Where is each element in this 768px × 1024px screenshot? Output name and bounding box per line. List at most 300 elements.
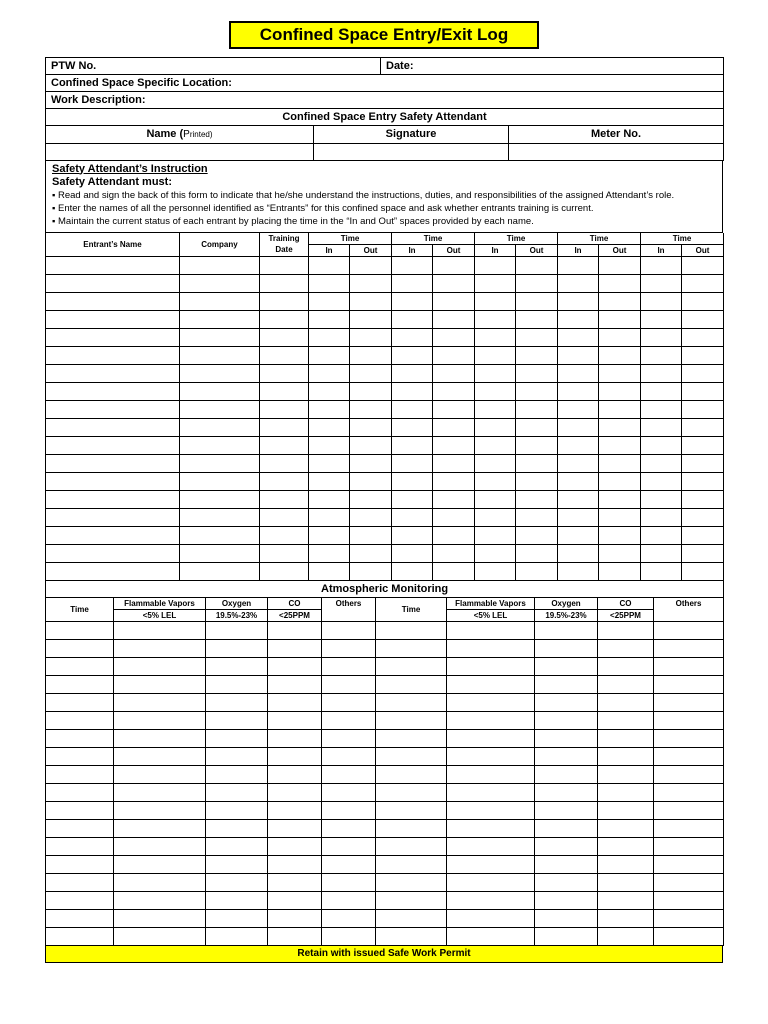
entry-cell[interactable] bbox=[180, 419, 260, 437]
entry-cell[interactable] bbox=[433, 293, 475, 311]
entry-cell[interactable] bbox=[535, 621, 598, 639]
entry-cell[interactable] bbox=[516, 491, 558, 509]
entry-cell[interactable] bbox=[475, 473, 516, 491]
entry-cell[interactable] bbox=[46, 801, 114, 819]
entry-cell[interactable] bbox=[376, 927, 447, 945]
entry-cell[interactable] bbox=[180, 329, 260, 347]
entry-cell[interactable] bbox=[376, 891, 447, 909]
entry-cell[interactable] bbox=[180, 257, 260, 275]
entry-cell[interactable] bbox=[475, 329, 516, 347]
entry-cell[interactable] bbox=[516, 383, 558, 401]
entry-cell[interactable] bbox=[535, 711, 598, 729]
entry-cell[interactable] bbox=[535, 675, 598, 693]
entry-cell[interactable] bbox=[599, 563, 641, 581]
entry-cell[interactable] bbox=[322, 621, 376, 639]
entry-cell[interactable] bbox=[475, 257, 516, 275]
work-description-field[interactable]: Work Description: bbox=[46, 92, 724, 109]
entry-cell[interactable] bbox=[598, 729, 654, 747]
entry-cell[interactable] bbox=[598, 657, 654, 675]
entry-cell[interactable] bbox=[376, 837, 447, 855]
entry-cell[interactable] bbox=[558, 347, 599, 365]
entry-cell[interactable] bbox=[535, 927, 598, 945]
entry-cell[interactable] bbox=[322, 855, 376, 873]
entry-cell[interactable] bbox=[114, 909, 206, 927]
entry-cell[interactable] bbox=[641, 275, 682, 293]
entry-cell[interactable] bbox=[260, 419, 309, 437]
entry-cell[interactable] bbox=[350, 563, 392, 581]
entry-cell[interactable] bbox=[516, 455, 558, 473]
entry-cell[interactable] bbox=[180, 401, 260, 419]
entry-cell[interactable] bbox=[641, 347, 682, 365]
entry-cell[interactable] bbox=[309, 437, 350, 455]
entry-cell[interactable] bbox=[433, 437, 475, 455]
entry-cell[interactable] bbox=[558, 509, 599, 527]
entry-cell[interactable] bbox=[268, 819, 322, 837]
entry-cell[interactable] bbox=[654, 747, 724, 765]
entry-cell[interactable] bbox=[599, 311, 641, 329]
entry-cell[interactable] bbox=[641, 293, 682, 311]
entry-cell[interactable] bbox=[599, 347, 641, 365]
entry-cell[interactable] bbox=[433, 383, 475, 401]
entry-cell[interactable] bbox=[682, 383, 724, 401]
entry-cell[interactable] bbox=[46, 783, 114, 801]
entry-cell[interactable] bbox=[260, 383, 309, 401]
entry-cell[interactable] bbox=[260, 347, 309, 365]
entry-cell[interactable] bbox=[558, 275, 599, 293]
entry-cell[interactable] bbox=[350, 257, 392, 275]
entry-cell[interactable] bbox=[558, 527, 599, 545]
entry-cell[interactable] bbox=[558, 257, 599, 275]
entry-cell[interactable] bbox=[682, 563, 724, 581]
entry-cell[interactable] bbox=[447, 909, 535, 927]
entry-cell[interactable] bbox=[392, 455, 433, 473]
entry-cell[interactable] bbox=[535, 729, 598, 747]
entry-cell[interactable] bbox=[535, 873, 598, 891]
entry-cell[interactable] bbox=[641, 563, 682, 581]
entry-cell[interactable] bbox=[46, 729, 114, 747]
entry-cell[interactable] bbox=[475, 455, 516, 473]
entry-cell[interactable] bbox=[475, 293, 516, 311]
location-field[interactable]: Confined Space Specific Location: bbox=[46, 75, 724, 92]
entry-cell[interactable] bbox=[46, 437, 180, 455]
entry-cell[interactable] bbox=[475, 545, 516, 563]
entry-cell[interactable] bbox=[535, 693, 598, 711]
entry-cell[interactable] bbox=[114, 873, 206, 891]
entry-cell[interactable] bbox=[46, 383, 180, 401]
entry-cell[interactable] bbox=[433, 329, 475, 347]
entry-cell[interactable] bbox=[558, 293, 599, 311]
entry-cell[interactable] bbox=[599, 257, 641, 275]
entry-cell[interactable] bbox=[322, 675, 376, 693]
entry-cell[interactable] bbox=[682, 455, 724, 473]
entry-cell[interactable] bbox=[180, 437, 260, 455]
entry-cell[interactable] bbox=[206, 837, 268, 855]
entry-cell[interactable] bbox=[46, 837, 114, 855]
entry-cell[interactable] bbox=[260, 545, 309, 563]
entry-cell[interactable] bbox=[322, 711, 376, 729]
entry-cell[interactable] bbox=[260, 437, 309, 455]
entry-cell[interactable] bbox=[447, 657, 535, 675]
entry-cell[interactable] bbox=[654, 891, 724, 909]
entry-cell[interactable] bbox=[260, 401, 309, 419]
entry-cell[interactable] bbox=[433, 347, 475, 365]
entry-cell[interactable] bbox=[376, 675, 447, 693]
entry-cell[interactable] bbox=[260, 527, 309, 545]
entry-cell[interactable] bbox=[641, 545, 682, 563]
entry-cell[interactable] bbox=[376, 621, 447, 639]
entry-cell[interactable] bbox=[392, 509, 433, 527]
entry-cell[interactable] bbox=[433, 473, 475, 491]
entry-cell[interactable] bbox=[516, 527, 558, 545]
entry-cell[interactable] bbox=[376, 765, 447, 783]
entry-cell[interactable] bbox=[260, 293, 309, 311]
entry-cell[interactable] bbox=[376, 729, 447, 747]
entry-cell[interactable] bbox=[641, 365, 682, 383]
entry-cell[interactable] bbox=[599, 383, 641, 401]
entry-cell[interactable] bbox=[535, 765, 598, 783]
entry-cell[interactable] bbox=[641, 491, 682, 509]
entry-cell[interactable] bbox=[350, 455, 392, 473]
entry-cell[interactable] bbox=[46, 819, 114, 837]
entry-cell[interactable] bbox=[46, 275, 180, 293]
entry-cell[interactable] bbox=[654, 783, 724, 801]
entry-cell[interactable] bbox=[46, 675, 114, 693]
entry-cell[interactable] bbox=[447, 891, 535, 909]
entry-cell[interactable] bbox=[641, 401, 682, 419]
entry-cell[interactable] bbox=[654, 675, 724, 693]
entry-cell[interactable] bbox=[268, 783, 322, 801]
entry-cell[interactable] bbox=[475, 275, 516, 293]
entry-cell[interactable] bbox=[309, 419, 350, 437]
entry-cell[interactable] bbox=[516, 509, 558, 527]
entry-cell[interactable] bbox=[654, 819, 724, 837]
entry-cell[interactable] bbox=[180, 365, 260, 383]
entry-cell[interactable] bbox=[599, 509, 641, 527]
entry-cell[interactable] bbox=[46, 455, 180, 473]
entry-cell[interactable] bbox=[447, 801, 535, 819]
entry-cell[interactable] bbox=[654, 693, 724, 711]
entry-cell[interactable] bbox=[114, 783, 206, 801]
entry-cell[interactable] bbox=[392, 275, 433, 293]
entry-cell[interactable] bbox=[599, 437, 641, 455]
entry-cell[interactable] bbox=[206, 891, 268, 909]
entry-cell[interactable] bbox=[516, 293, 558, 311]
entry-cell[interactable] bbox=[475, 491, 516, 509]
entry-cell[interactable] bbox=[535, 801, 598, 819]
entry-cell[interactable] bbox=[46, 873, 114, 891]
entry-cell[interactable] bbox=[641, 437, 682, 455]
entry-cell[interactable] bbox=[641, 527, 682, 545]
entry-cell[interactable] bbox=[535, 783, 598, 801]
entry-cell[interactable] bbox=[46, 473, 180, 491]
entry-cell[interactable] bbox=[260, 473, 309, 491]
entry-cell[interactable] bbox=[598, 801, 654, 819]
entry-cell[interactable] bbox=[599, 419, 641, 437]
entry-cell[interactable] bbox=[516, 329, 558, 347]
ptw-number-field[interactable]: PTW No. bbox=[46, 58, 381, 75]
entry-cell[interactable] bbox=[376, 711, 447, 729]
entry-cell[interactable] bbox=[46, 545, 180, 563]
entry-cell[interactable] bbox=[516, 437, 558, 455]
entry-cell[interactable] bbox=[322, 729, 376, 747]
entry-cell[interactable] bbox=[46, 365, 180, 383]
entry-cell[interactable] bbox=[268, 675, 322, 693]
entry-cell[interactable] bbox=[268, 639, 322, 657]
entry-cell[interactable] bbox=[654, 801, 724, 819]
entry-cell[interactable] bbox=[516, 347, 558, 365]
entry-cell[interactable] bbox=[206, 801, 268, 819]
entry-cell[interactable] bbox=[350, 383, 392, 401]
entry-cell[interactable] bbox=[268, 927, 322, 945]
entry-cell[interactable] bbox=[46, 693, 114, 711]
entry-cell[interactable] bbox=[46, 855, 114, 873]
entry-cell[interactable] bbox=[46, 639, 114, 657]
entry-cell[interactable] bbox=[268, 873, 322, 891]
entry-cell[interactable] bbox=[376, 657, 447, 675]
entry-cell[interactable] bbox=[599, 401, 641, 419]
entry-cell[interactable] bbox=[475, 509, 516, 527]
entry-cell[interactable] bbox=[392, 401, 433, 419]
entry-cell[interactable] bbox=[392, 491, 433, 509]
entry-cell[interactable] bbox=[535, 657, 598, 675]
entry-cell[interactable] bbox=[598, 693, 654, 711]
entry-cell[interactable] bbox=[206, 819, 268, 837]
entry-cell[interactable] bbox=[46, 509, 180, 527]
entry-cell[interactable] bbox=[598, 837, 654, 855]
entry-cell[interactable] bbox=[682, 419, 724, 437]
entry-cell[interactable] bbox=[682, 311, 724, 329]
entry-cell[interactable] bbox=[598, 783, 654, 801]
entry-cell[interactable] bbox=[46, 765, 114, 783]
entry-cell[interactable] bbox=[599, 365, 641, 383]
entry-cell[interactable] bbox=[206, 909, 268, 927]
entry-cell[interactable] bbox=[350, 437, 392, 455]
entry-cell[interactable] bbox=[475, 383, 516, 401]
date-field[interactable]: Date: bbox=[381, 58, 724, 75]
entry-cell[interactable] bbox=[268, 909, 322, 927]
entry-cell[interactable] bbox=[447, 765, 535, 783]
entry-cell[interactable] bbox=[114, 855, 206, 873]
entry-cell[interactable] bbox=[46, 563, 180, 581]
entry-cell[interactable] bbox=[598, 909, 654, 927]
entry-cell[interactable] bbox=[180, 347, 260, 365]
entry-cell[interactable] bbox=[180, 473, 260, 491]
entry-cell[interactable] bbox=[309, 383, 350, 401]
entry-cell[interactable] bbox=[654, 621, 724, 639]
entry-cell[interactable] bbox=[114, 621, 206, 639]
entry-cell[interactable] bbox=[260, 455, 309, 473]
entry-cell[interactable] bbox=[206, 657, 268, 675]
entry-cell[interactable] bbox=[260, 257, 309, 275]
entry-cell[interactable] bbox=[322, 657, 376, 675]
entry-cell[interactable] bbox=[598, 639, 654, 657]
entry-cell[interactable] bbox=[641, 257, 682, 275]
entry-cell[interactable] bbox=[114, 729, 206, 747]
entry-cell[interactable] bbox=[599, 329, 641, 347]
entry-cell[interactable] bbox=[350, 275, 392, 293]
entry-cell[interactable] bbox=[46, 891, 114, 909]
entry-cell[interactable] bbox=[114, 837, 206, 855]
entry-cell[interactable] bbox=[598, 855, 654, 873]
entry-cell[interactable] bbox=[682, 293, 724, 311]
entry-cell[interactable] bbox=[180, 293, 260, 311]
entry-cell[interactable] bbox=[180, 491, 260, 509]
entry-cell[interactable] bbox=[322, 927, 376, 945]
entry-cell[interactable] bbox=[206, 675, 268, 693]
entry-cell[interactable] bbox=[376, 801, 447, 819]
entry-cell[interactable] bbox=[309, 329, 350, 347]
entry-cell[interactable] bbox=[114, 765, 206, 783]
entry-cell[interactable] bbox=[114, 675, 206, 693]
attendant-meter-cell[interactable] bbox=[509, 143, 724, 160]
entry-cell[interactable] bbox=[268, 693, 322, 711]
entry-cell[interactable] bbox=[641, 473, 682, 491]
entry-cell[interactable] bbox=[682, 347, 724, 365]
entry-cell[interactable] bbox=[558, 563, 599, 581]
entry-cell[interactable] bbox=[114, 819, 206, 837]
entry-cell[interactable] bbox=[206, 783, 268, 801]
entry-cell[interactable] bbox=[641, 455, 682, 473]
entry-cell[interactable] bbox=[376, 639, 447, 657]
entry-cell[interactable] bbox=[268, 891, 322, 909]
entry-cell[interactable] bbox=[322, 837, 376, 855]
entry-cell[interactable] bbox=[260, 275, 309, 293]
entry-cell[interactable] bbox=[558, 545, 599, 563]
entry-cell[interactable] bbox=[46, 293, 180, 311]
entry-cell[interactable] bbox=[350, 545, 392, 563]
entry-cell[interactable] bbox=[114, 891, 206, 909]
entry-cell[interactable] bbox=[598, 927, 654, 945]
entry-cell[interactable] bbox=[376, 693, 447, 711]
entry-cell[interactable] bbox=[447, 873, 535, 891]
entry-cell[interactable] bbox=[447, 639, 535, 657]
entry-cell[interactable] bbox=[516, 365, 558, 383]
entry-cell[interactable] bbox=[682, 275, 724, 293]
entry-cell[interactable] bbox=[641, 509, 682, 527]
entry-cell[interactable] bbox=[376, 873, 447, 891]
entry-cell[interactable] bbox=[309, 257, 350, 275]
entry-cell[interactable] bbox=[516, 311, 558, 329]
entry-cell[interactable] bbox=[392, 347, 433, 365]
entry-cell[interactable] bbox=[682, 509, 724, 527]
entry-cell[interactable] bbox=[206, 639, 268, 657]
entry-cell[interactable] bbox=[447, 729, 535, 747]
entry-cell[interactable] bbox=[682, 491, 724, 509]
entry-cell[interactable] bbox=[114, 693, 206, 711]
entry-cell[interactable] bbox=[558, 401, 599, 419]
entry-cell[interactable] bbox=[654, 639, 724, 657]
entry-cell[interactable] bbox=[114, 711, 206, 729]
entry-cell[interactable] bbox=[350, 365, 392, 383]
entry-cell[interactable] bbox=[654, 711, 724, 729]
entry-cell[interactable] bbox=[558, 365, 599, 383]
entry-cell[interactable] bbox=[180, 563, 260, 581]
entry-cell[interactable] bbox=[309, 527, 350, 545]
entry-cell[interactable] bbox=[309, 311, 350, 329]
entry-cell[interactable] bbox=[599, 491, 641, 509]
entry-cell[interactable] bbox=[46, 711, 114, 729]
entry-cell[interactable] bbox=[260, 563, 309, 581]
entry-cell[interactable] bbox=[535, 747, 598, 765]
entry-cell[interactable] bbox=[46, 311, 180, 329]
entry-cell[interactable] bbox=[46, 347, 180, 365]
entry-cell[interactable] bbox=[309, 509, 350, 527]
entry-cell[interactable] bbox=[376, 909, 447, 927]
entry-cell[interactable] bbox=[350, 329, 392, 347]
entry-cell[interactable] bbox=[114, 657, 206, 675]
entry-cell[interactable] bbox=[46, 329, 180, 347]
entry-cell[interactable] bbox=[206, 855, 268, 873]
entry-cell[interactable] bbox=[268, 729, 322, 747]
entry-cell[interactable] bbox=[392, 293, 433, 311]
entry-cell[interactable] bbox=[535, 819, 598, 837]
entry-cell[interactable] bbox=[268, 747, 322, 765]
entry-cell[interactable] bbox=[180, 509, 260, 527]
entry-cell[interactable] bbox=[206, 765, 268, 783]
entry-cell[interactable] bbox=[598, 891, 654, 909]
entry-cell[interactable] bbox=[516, 401, 558, 419]
entry-cell[interactable] bbox=[46, 657, 114, 675]
entry-cell[interactable] bbox=[206, 693, 268, 711]
entry-cell[interactable] bbox=[350, 347, 392, 365]
entry-cell[interactable] bbox=[433, 401, 475, 419]
entry-cell[interactable] bbox=[376, 855, 447, 873]
entry-cell[interactable] bbox=[433, 257, 475, 275]
entry-cell[interactable] bbox=[433, 455, 475, 473]
entry-cell[interactable] bbox=[309, 275, 350, 293]
entry-cell[interactable] bbox=[350, 311, 392, 329]
entry-cell[interactable] bbox=[599, 527, 641, 545]
entry-cell[interactable] bbox=[114, 747, 206, 765]
entry-cell[interactable] bbox=[475, 419, 516, 437]
entry-cell[interactable] bbox=[322, 747, 376, 765]
entry-cell[interactable] bbox=[535, 639, 598, 657]
entry-cell[interactable] bbox=[447, 837, 535, 855]
entry-cell[interactable] bbox=[641, 383, 682, 401]
entry-cell[interactable] bbox=[392, 257, 433, 275]
entry-cell[interactable] bbox=[268, 711, 322, 729]
entry-cell[interactable] bbox=[260, 311, 309, 329]
entry-cell[interactable] bbox=[516, 545, 558, 563]
entry-cell[interactable] bbox=[641, 311, 682, 329]
entry-cell[interactable] bbox=[433, 275, 475, 293]
entry-cell[interactable] bbox=[206, 729, 268, 747]
entry-cell[interactable] bbox=[180, 455, 260, 473]
entry-cell[interactable] bbox=[447, 927, 535, 945]
entry-cell[interactable] bbox=[309, 455, 350, 473]
entry-cell[interactable] bbox=[682, 365, 724, 383]
entry-cell[interactable] bbox=[180, 545, 260, 563]
entry-cell[interactable] bbox=[654, 909, 724, 927]
entry-cell[interactable] bbox=[268, 837, 322, 855]
entry-cell[interactable] bbox=[447, 783, 535, 801]
entry-cell[interactable] bbox=[350, 473, 392, 491]
entry-cell[interactable] bbox=[475, 347, 516, 365]
entry-cell[interactable] bbox=[268, 765, 322, 783]
entry-cell[interactable] bbox=[309, 563, 350, 581]
entry-cell[interactable] bbox=[268, 657, 322, 675]
entry-cell[interactable] bbox=[599, 545, 641, 563]
entry-cell[interactable] bbox=[447, 675, 535, 693]
entry-cell[interactable] bbox=[392, 545, 433, 563]
entry-cell[interactable] bbox=[322, 765, 376, 783]
entry-cell[interactable] bbox=[260, 329, 309, 347]
entry-cell[interactable] bbox=[46, 257, 180, 275]
entry-cell[interactable] bbox=[682, 437, 724, 455]
entry-cell[interactable] bbox=[682, 401, 724, 419]
entry-cell[interactable] bbox=[322, 801, 376, 819]
entry-cell[interactable] bbox=[114, 639, 206, 657]
